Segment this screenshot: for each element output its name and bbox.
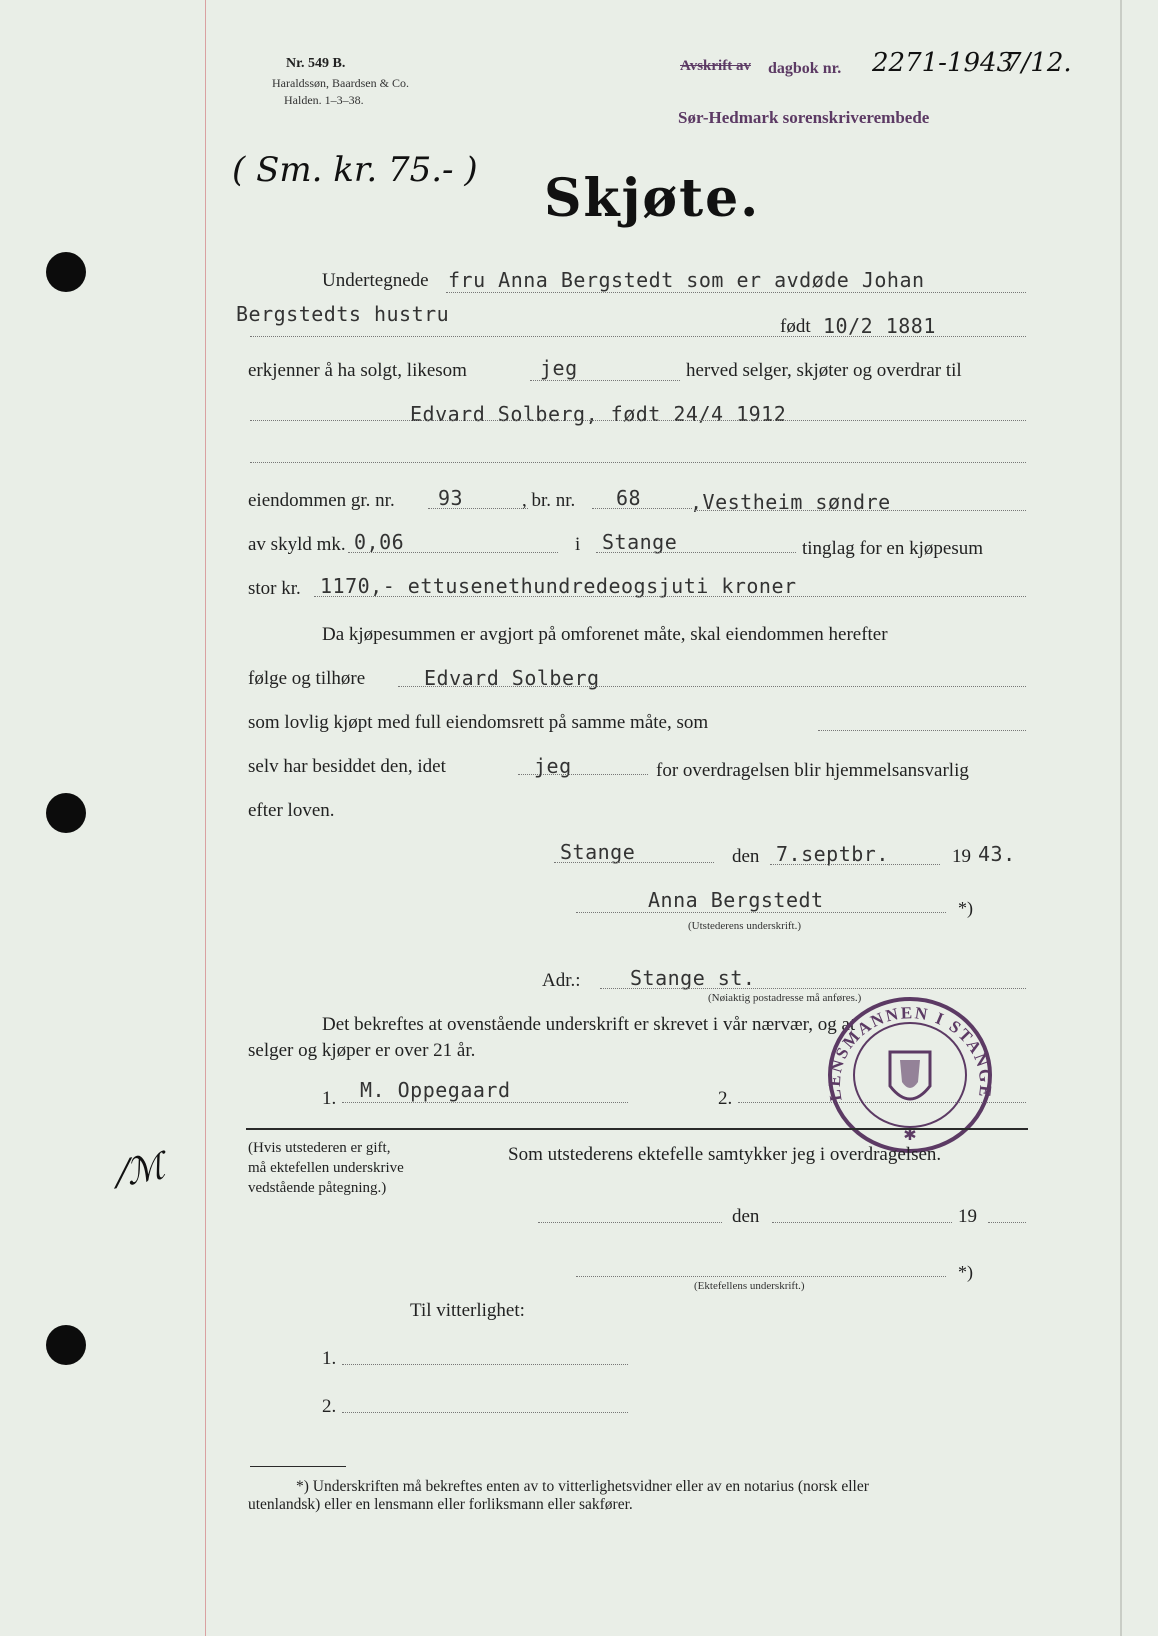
- skyld-value: 0,06: [354, 530, 405, 554]
- label-fodt: født: [780, 316, 811, 337]
- margin-note: ( Sm. kr. 75.- ): [232, 150, 478, 190]
- buyer: Edvard Solberg, født 24/4 1912: [410, 402, 787, 426]
- br-nr: 68: [616, 486, 642, 510]
- text-lovlig: som lovlig kjøpt med full eiendomsrett på samme måte, som: [248, 712, 709, 733]
- text-efter-loven: efter loven.: [248, 800, 335, 821]
- svg-text:✱: ✱: [903, 1127, 917, 1144]
- stamp-text: LENSMANNEN I STANGE: [824, 1003, 996, 1103]
- dagbok-date: 7/12.: [1005, 48, 1072, 78]
- spouse-note-1: (Hvis utstederen er gift,: [248, 1140, 391, 1156]
- footnote-line-1: *) Underskriften må bekreftes enten av to vitterlighetsvidner eller av en notarius (norsk eller: [296, 1478, 869, 1495]
- spouse-year: 19: [958, 1206, 977, 1227]
- section-divider: [246, 1128, 1028, 1130]
- label-br-nr: , br. nr.: [522, 490, 576, 511]
- punch-hole: [46, 793, 86, 833]
- label-eiendommen: eiendommen gr. nr.: [248, 490, 395, 511]
- signing-place: Stange: [560, 840, 636, 864]
- seller-birth: 10/2 1881: [823, 314, 936, 338]
- label-selv: selv har besiddet den, idet: [248, 756, 446, 777]
- pronoun-2: jeg: [534, 754, 572, 778]
- new-owner: Edvard Solberg: [424, 666, 600, 690]
- year-prefix: 19: [952, 846, 971, 867]
- label-folge: følge og tilhøre: [248, 668, 366, 689]
- property-name: ,Vestheim søndre: [690, 490, 891, 514]
- margin-line: [205, 0, 206, 1636]
- page-edge: [1120, 0, 1122, 1636]
- signature-asterisk: *): [958, 898, 973, 918]
- spouse-note-3: vedstående påtegning.): [248, 1180, 387, 1196]
- seller-line1: fru Anna Bergstedt som er avdøde Johan: [448, 268, 925, 292]
- document-title: Skjøte.: [544, 168, 761, 229]
- label-skyld: av skyld mk.: [248, 534, 346, 555]
- text-selger-kjoper: selger og kjøper er over 21 år.: [248, 1040, 476, 1061]
- label-stor-kr: stor kr.: [248, 578, 301, 599]
- spouse-note-2: må ektefellen underskrive: [248, 1160, 404, 1176]
- label-vitterlighet: Til vitterlighet:: [410, 1300, 525, 1321]
- seller-pronoun: jeg: [540, 356, 578, 380]
- label-erkjenner: erkjenner å ha solgt, likesom: [248, 360, 467, 381]
- witness-num-1: 1.: [322, 1088, 337, 1109]
- spouse-asterisk: *): [958, 1262, 973, 1282]
- year-suffix: 43.: [978, 842, 1016, 866]
- form-place-date: Halden. 1–3–38.: [284, 93, 364, 107]
- vitterlighet-num-1: 1.: [322, 1348, 337, 1369]
- footnote-rule: [250, 1466, 346, 1467]
- punch-hole: [46, 1325, 86, 1365]
- label-i: i: [575, 534, 581, 555]
- footnote-line-2: utenlandsk) eller en lensmann eller forliksmann eller sakfører.: [248, 1496, 633, 1513]
- punch-hole: [46, 252, 86, 292]
- margin-initials: ⁄ℳ: [116, 1145, 169, 1196]
- stamp-prefix: Avskrift av: [680, 58, 751, 74]
- witness-name-1: M. Oppegaard: [360, 1078, 511, 1102]
- stamp-office: Sør-Hedmark sorenskriverembede: [678, 108, 930, 127]
- label-herved: herved selger, skjøter og overdrar til: [686, 360, 962, 381]
- address-value: Stange st.: [630, 966, 756, 990]
- label-tinglag: tinglag for en kjøpesum: [802, 538, 983, 559]
- witness-num-2: 2.: [718, 1088, 733, 1109]
- text-overdragelsen: for overdragelsen blir hjemmelsansvarlig: [656, 760, 969, 781]
- signing-date: 7.septbr.: [776, 842, 889, 866]
- spouse-consent: Som utstederens ektefelle samtykker jeg i overdragelsen.: [508, 1144, 942, 1165]
- stamp-dagbok: dagbok nr.: [768, 60, 842, 77]
- purchase-price: 1170,- ettusenethundredeogsjuti kroner: [320, 574, 797, 598]
- label-adr: Adr.:: [542, 970, 581, 991]
- seller-signature: Anna Bergstedt: [648, 888, 824, 912]
- form-publisher: Haraldssøn, Baardsen & Co.: [272, 76, 409, 90]
- text-da-kjopesummen: Da kjøpesummen er avgjort på omforenet måte, skal eiendommen herefter: [322, 624, 888, 645]
- signature-caption: (Utstederens underskrift.): [688, 920, 802, 932]
- address-caption: (Nøiaktig postadresse må anføres.): [708, 992, 862, 1004]
- lensmann-stamp: [820, 990, 1000, 1160]
- text-bekreftes: Det bekreftes at ovenstående underskrift er skrevet i vår nærvær, og at: [322, 1014, 856, 1035]
- label-den: den: [732, 846, 760, 867]
- form-number: Nr. 549 B.: [286, 56, 346, 71]
- label-undertegnede: Undertegnede: [322, 270, 429, 291]
- spouse-den: den: [732, 1206, 760, 1227]
- spouse-caption: (Ektefellens underskrift.): [694, 1280, 805, 1292]
- dagbok-entry: 2271-1943: [872, 48, 1014, 78]
- seller-line2: Bergstedts hustru: [236, 302, 450, 326]
- vitterlighet-num-2: 2.: [322, 1396, 337, 1417]
- tinglag-place: Stange: [602, 530, 678, 554]
- gr-nr: 93: [438, 486, 464, 510]
